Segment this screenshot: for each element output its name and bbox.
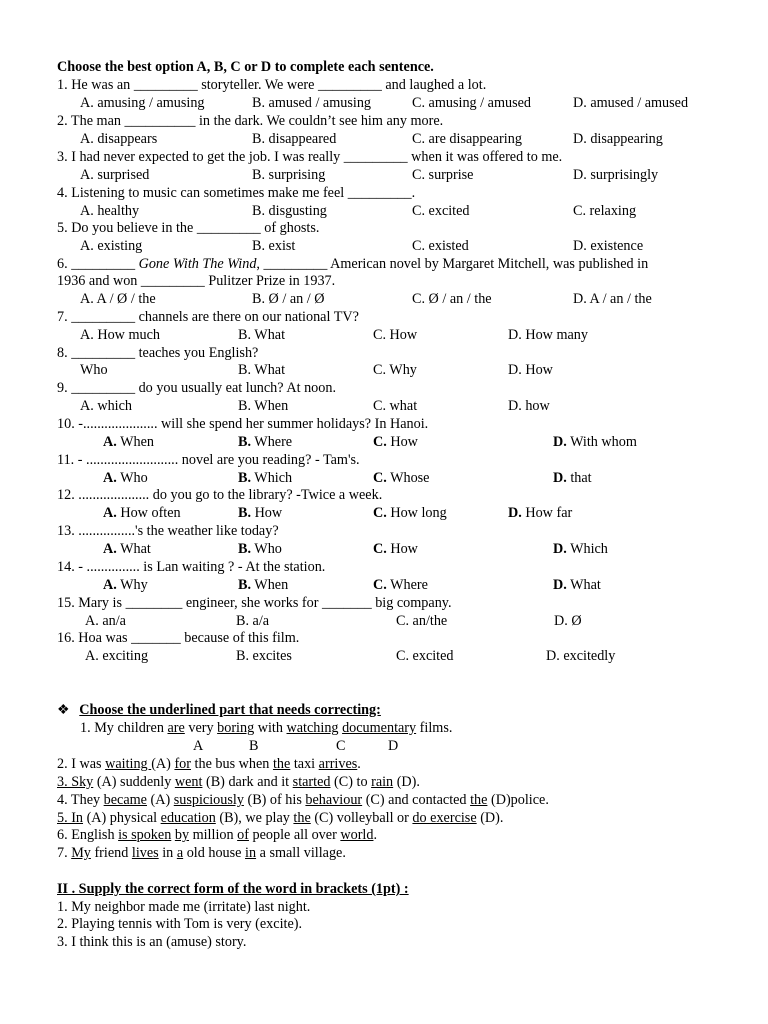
q9-option-a: A. which [80, 398, 133, 414]
c5-underline-d: do exercise [412, 810, 477, 826]
q13-text-c: How [386, 541, 418, 557]
q14-text-a: Why [116, 577, 148, 593]
c3-p7: (D). [393, 774, 420, 790]
correction-7 [57, 845, 346, 862]
section3-title: II . Supply the correct form of the word in brackets (1pt) : [57, 881, 409, 897]
question-4: 4. Listening to music can sometimes make me feel _________. [57, 185, 416, 201]
c5-underline-c: the [293, 810, 311, 826]
q12-letter-b: B. [238, 505, 252, 521]
q3-option-d: D. surprisingly [573, 167, 659, 183]
question-16: 16. Hoa was _______ because of this film. [57, 630, 300, 646]
c5-p1: (A) physical [83, 810, 161, 826]
q6-option-d: D. A / an / the [573, 291, 652, 307]
c1-p8: films. [416, 720, 453, 736]
q7-option-a: A. How much [80, 327, 160, 343]
question-11: 11. - .......................... novel are you reading? - Tam's. [57, 452, 360, 468]
c4-p2: (A) [146, 792, 174, 808]
q1-option-b: B. amused / amusing [252, 95, 372, 111]
c4-underline-a: became [103, 792, 147, 808]
c7-underline-a: My [71, 845, 91, 861]
question-8: 8. _________ teaches you English? [57, 345, 259, 361]
q13-letter-a: A. [103, 541, 117, 557]
q13-option-a [103, 541, 151, 558]
q13-text-a: What [116, 541, 151, 557]
correction-2 [57, 756, 361, 773]
c3-p5: (C) to [330, 774, 372, 790]
q3-option-b: B. surprising [252, 167, 326, 183]
q16-option-c: C. excited [396, 648, 454, 664]
q9-option-b: B. When [238, 398, 289, 414]
c7-underline-d: in [245, 845, 257, 861]
c1-underline-c: watching [286, 720, 339, 736]
q2-option-a: A. disappears [80, 131, 158, 147]
q12-letter-c: C. [373, 505, 387, 521]
q5-option-c: C. existed [412, 238, 469, 254]
c6-p4: million [189, 827, 238, 843]
q8-option-a: Who [80, 362, 108, 378]
c5-p7: (D). [476, 810, 504, 826]
q12-text-d: How far [521, 505, 573, 521]
q12-option-c [373, 505, 447, 522]
c5-underline-a: 5. In [57, 810, 84, 826]
word-form-item-1: 1. My neighbor made me (irritate) last night. [57, 899, 311, 915]
q6-option-c: C. Ø / an / the [412, 291, 492, 307]
c6-underline-c: of [237, 827, 249, 843]
q10-letter-c: C. [373, 434, 387, 450]
correction-3 [57, 774, 420, 791]
q1-option-c: C. amusing / amused [412, 95, 532, 111]
q16-option-d: D. excitedly [546, 648, 616, 664]
q11-text-a: Who [116, 470, 148, 486]
c6-underline-a: is spoken [118, 827, 172, 843]
q13-option-b [238, 541, 282, 558]
q6-pre: 6. _________ [57, 256, 139, 272]
question-7: 7. _________ channels are there on our national TV? [57, 309, 359, 325]
question-15: 15. Mary is ________ engineer, she works for _______ big company. [57, 595, 452, 611]
question-10: 10. -..................... will she spend her summer holidays? In Hanoi. [57, 416, 429, 432]
c1-p4: with [254, 720, 287, 736]
c7-p6: old house [183, 845, 246, 861]
c6-p8: . [373, 827, 378, 843]
word-form-item-3: 3. I think this is an (amuse) story. [57, 934, 247, 950]
q7-option-b: B. What [238, 327, 286, 343]
q13-text-b: Who [251, 541, 282, 557]
c1-p2: very [184, 720, 218, 736]
q11-option-b [238, 470, 292, 487]
q13-option-d [553, 541, 608, 558]
c7-p2: friend [90, 845, 132, 861]
q12-option-d [508, 505, 572, 522]
question-12: 12. .................... do you go to the library? -Twice a week. [57, 487, 383, 503]
c1-underline-d: documentary [342, 720, 417, 736]
question-5: 5. Do you believe in the _________ of ghosts. [57, 220, 320, 236]
word-form-item-2: 2. Playing tennis with Tom is very (excite). [57, 916, 303, 932]
q2-option-b: B. disappeared [252, 131, 337, 147]
q3-option-c: C. surprise [412, 167, 474, 183]
c2-underline-c: the [272, 756, 291, 772]
correction-5 [57, 810, 503, 827]
q12-text-c: How long [386, 505, 447, 521]
c5-underline-b: education [160, 810, 216, 826]
q4-option-d: C. relaxing [573, 203, 637, 219]
q11-letter-d: D. [553, 470, 567, 486]
c4-underline-c: behaviour [305, 792, 363, 808]
q14-option-d [553, 577, 601, 594]
q16-option-b: B. excites [236, 648, 292, 664]
q6-option-a: A. A / Ø / the [80, 291, 156, 307]
q8-option-b: B. What [238, 362, 286, 378]
question-6-line2: 1936 and won _________ Pulitzer Prize in 1937. [57, 273, 336, 289]
c1-letter-d: D [388, 738, 399, 754]
q9-option-d: D. how [508, 398, 550, 414]
c3-underline-d: rain [371, 774, 394, 790]
q12-option-b [238, 505, 282, 522]
c3-p1: (A) suddenly [93, 774, 175, 790]
q4-option-c: C. excited [412, 203, 470, 219]
q14-letter-c: C. [373, 577, 387, 593]
q10-option-a [103, 434, 154, 451]
q13-letter-c: C. [373, 541, 387, 557]
q5-option-d: D. existence [573, 238, 644, 254]
q13-letter-d: D. [553, 541, 567, 557]
q13-letter-b: B. [238, 541, 252, 557]
section1-title: Choose the best option A, B, C or D to complete each sentence. [57, 59, 434, 75]
q15-option-a: A. an/a [85, 613, 126, 629]
c4-p6: (C) and contacted [362, 792, 471, 808]
q1-option-a: A. amusing / amusing [80, 95, 205, 111]
correction-4 [57, 792, 549, 809]
c7-p8: a small village. [256, 845, 346, 861]
question-2: 2. The man __________ in the dark. We couldn’t see him any more. [57, 113, 444, 129]
q15-option-b: B. a/a [236, 613, 270, 629]
q11-letter-c: C. [373, 470, 387, 486]
q10-letter-a: A. [103, 434, 117, 450]
c7-underline-c: a [176, 845, 184, 861]
q5-option-a: A. existing [80, 238, 143, 254]
c1-underline-b: boring [217, 720, 255, 736]
c4-underline-b: suspiciously [173, 792, 244, 808]
q11-option-a [103, 470, 148, 487]
c6-underline-b: by [174, 827, 190, 843]
q9-option-c: C. what [373, 398, 418, 414]
q12-text-b: How [251, 505, 283, 521]
question-14: 14. - ............... is Lan waiting ? - At the station. [57, 559, 326, 575]
c6-p0: 6. English [57, 827, 119, 843]
c5-p3: (B), we play [215, 810, 294, 826]
bullet-icon: ❖ [57, 702, 70, 718]
q10-text-d: With whom [566, 434, 637, 450]
question-13: 13. ................'s the weather like today? [57, 523, 279, 539]
c4-p0: 4. They [57, 792, 104, 808]
q14-letter-b: B. [238, 577, 252, 593]
q4-option-b: B. disgusting [252, 203, 327, 219]
q12-option-a [103, 505, 181, 522]
q6-post: , _________ American novel by Margaret Mitchell, was published in [256, 256, 649, 272]
c7-p0: 7. [57, 845, 72, 861]
q13-text-d: Which [566, 541, 608, 557]
q12-letter-a: A. [103, 505, 117, 521]
q8-option-c: C. Why [373, 362, 417, 378]
c7-p4: in [158, 845, 177, 861]
c4-p4: (B) of his [243, 792, 306, 808]
q14-letter-a: A. [103, 577, 117, 593]
q10-text-c: How [386, 434, 418, 450]
q10-letter-d: D. [553, 434, 567, 450]
c7-underline-b: lives [131, 845, 159, 861]
q15-option-d: D. Ø [554, 613, 582, 629]
c1-letter-b: B [249, 738, 259, 754]
c1-underline-a: are [167, 720, 185, 736]
c2-p4: the bus when [190, 756, 273, 772]
c1-p0: 1. My children [80, 720, 168, 736]
c4-p8: (D)police. [487, 792, 549, 808]
q14-letter-d: D. [553, 577, 567, 593]
c3-underline-c: started [292, 774, 331, 790]
q14-option-a [103, 577, 148, 594]
c1-letter-c: C [336, 738, 346, 754]
q2-option-d: D. disappearing [573, 131, 663, 147]
q16-option-a: A. exciting [85, 648, 149, 664]
section2-title: Choose the underlined part that needs correcting: [79, 702, 381, 718]
correction-6 [57, 827, 377, 844]
q15-option-c: C. an/the [396, 613, 448, 629]
section2-heading [57, 702, 381, 719]
q6-option-b: B. Ø / an / Ø [252, 291, 325, 307]
q3-option-a: A. surprised [80, 167, 150, 183]
q5-option-b: B. exist [252, 238, 296, 254]
q11-option-c [373, 470, 429, 487]
q10-option-d [553, 434, 637, 451]
question-1: 1. He was an _________ storyteller. We were _________ and laughed a lot. [57, 77, 487, 93]
q12-letter-d: D. [508, 505, 522, 521]
q7-option-c: C. How [373, 327, 418, 343]
q7-option-d: D. How many [508, 327, 588, 343]
c4-underline-d: the [470, 792, 488, 808]
q14-text-c: Where [386, 577, 428, 593]
c1-letter-a: A [193, 738, 204, 754]
q10-option-b [238, 434, 292, 451]
c2-p0: 2. I was [57, 756, 106, 772]
question-9: 9. _________ do you usually eat lunch? At noon. [57, 380, 336, 396]
q10-option-c [373, 434, 418, 451]
c3-underline-b: went [174, 774, 203, 790]
c5-p5: (C) volleyball or [310, 810, 413, 826]
q13-option-c [373, 541, 418, 558]
q2-option-c: C. are disappearing [412, 131, 522, 147]
q8-option-d: D. How [508, 362, 553, 378]
q11-letter-b: B. [238, 470, 252, 486]
q1-option-d: D. amused / amused [573, 95, 689, 111]
c2-p2: (A) [151, 756, 175, 772]
q14-text-b: When [251, 577, 289, 593]
q10-text-b: Where [251, 434, 293, 450]
q6-title: Gone With The Wind [138, 256, 257, 272]
q11-letter-a: A. [103, 470, 117, 486]
question-6 [57, 256, 648, 273]
q14-option-b [238, 577, 288, 594]
c2-p6: taxi [290, 756, 319, 772]
c3-p3: (B) dark and it [202, 774, 293, 790]
q14-text-d: What [566, 577, 601, 593]
q11-text-d: that [566, 470, 592, 486]
q11-text-c: Whose [386, 470, 430, 486]
q4-option-a: A. healthy [80, 203, 140, 219]
c2-underline-d: arrives [318, 756, 358, 772]
c2-underline-b: for [174, 756, 191, 772]
q14-option-c [373, 577, 428, 594]
q11-text-b: Which [251, 470, 293, 486]
c2-underline-a: waiting [105, 756, 152, 772]
q10-text-a: When [116, 434, 154, 450]
q12-text-a: How often [116, 505, 181, 521]
c6-p6: people all over [248, 827, 341, 843]
q10-letter-b: B. [238, 434, 252, 450]
c2-p8: . [357, 756, 361, 772]
question-3: 3. I had never expected to get the job. I was really _________ when it was offered to me. [57, 149, 563, 165]
q11-option-d [553, 470, 592, 487]
c3-underline-a: 3. Sky [57, 774, 94, 790]
c6-underline-d: world [340, 827, 374, 843]
correction-1 [80, 720, 452, 737]
